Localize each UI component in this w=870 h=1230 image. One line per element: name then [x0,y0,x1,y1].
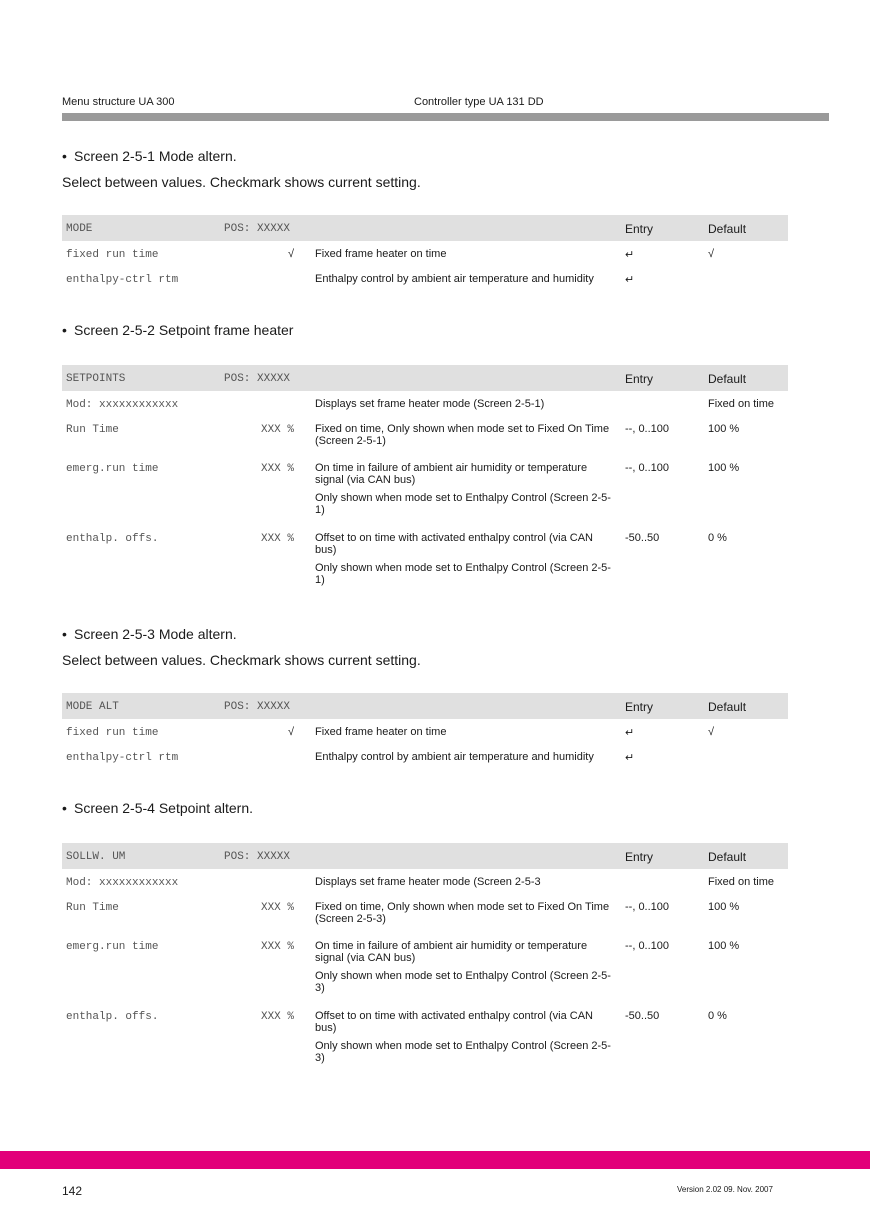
menu-table-mode-alt [62,693,788,769]
default-value: Fixed on time [708,876,775,888]
table-row [62,391,788,416]
table-row [62,416,788,455]
parameter-description: Enthalpy control by ambient air temperature and humidity [315,751,594,763]
table-row [62,266,788,291]
position-code: POS: XXXXX [224,701,291,713]
section-description: Select between values. Checkmark shows current setting. [62,652,421,668]
table-row [62,744,788,769]
footer-accent-bar [0,1151,870,1169]
description-line: Offset to on time with activated enthalpy control (via CAN bus) [315,532,593,556]
parameter-value: XXX % [260,1011,294,1023]
section-heading [62,322,293,338]
parameter-name: Run Time [66,424,119,436]
parameter-name: enthalpy-ctrl rtm [66,274,179,286]
bullet-icon: • [62,148,67,164]
section-heading [62,626,237,642]
section-title: Screen 2-5-3 Mode altern. [74,626,237,642]
column-header-entry: Entry [625,222,654,236]
table-row [62,933,788,1003]
screen-name: SOLLW. UM [66,851,126,863]
table-header [62,693,788,719]
bullet-icon: • [62,626,67,642]
default-value: 100 % [708,462,740,474]
screen-name: MODE [66,223,93,235]
parameter-description: Fixed frame heater on time [315,248,447,260]
menu-table-setpoints [62,365,788,595]
entry-range: -50..50 [625,1010,660,1022]
parameter-name: Mod: xxxxxxxxxxxx [66,399,179,411]
section-heading [62,800,253,816]
column-header-entry: Entry [625,850,654,864]
parameter-description [315,940,615,994]
section-description: Select between values. Checkmark shows current setting. [62,174,421,190]
column-header-default: Default [708,372,747,386]
page-number: 142 [62,1184,83,1198]
parameter-name: Run Time [66,902,119,914]
parameter-description: Enthalpy control by ambient air temperature and humidity [315,273,594,285]
parameter-description: Fixed on time, Only shown when mode set to Fixed On Time (Screen 2-5-3) [315,901,610,925]
header-controller-type: Controller type UA 131 DD [414,96,544,108]
default-value: 0 % [708,1010,727,1022]
parameter-name: fixed run time [66,727,159,739]
description-note: Only shown when mode set to Enthalpy Control (Screen 2-5-1) [315,492,611,516]
entry-range: --, 0..100 [625,423,670,435]
table-row [62,455,788,525]
table-header [62,843,788,869]
description-line: On time in failure of ambient air humidity or temperature signal (via CAN bus) [315,462,588,486]
enter-key-icon: ↵ [625,752,635,764]
column-header-entry: Entry [625,700,654,714]
parameter-name: emerg.run time [66,463,159,475]
bullet-icon: • [62,800,67,816]
section-title: Screen 2-5-1 Mode altern. [74,148,237,164]
table-row [62,719,788,744]
screen-name: SETPOINTS [66,373,126,385]
section-title: Screen 2-5-2 Setpoint frame heater [74,322,294,338]
enter-key-icon: ↵ [625,249,635,261]
parameter-name: enthalp. offs. [66,1011,159,1023]
position-code: POS: XXXXX [224,373,291,385]
parameter-description [315,532,615,586]
screen-name: MODE ALT [66,701,119,713]
entry-range: --, 0..100 [625,940,670,952]
parameter-name: enthalp. offs. [66,533,159,545]
parameter-description: Displays set frame heater mode (Screen 2-5-3 [315,876,541,888]
default-value: 0 % [708,532,727,544]
position-code: POS: XXXXX [224,851,291,863]
position-code: POS: XXXXX [224,223,291,235]
table-header [62,215,788,241]
checkmark: √ [287,248,294,260]
enter-key-icon: ↵ [625,727,635,739]
parameter-name: fixed run time [66,249,159,261]
parameter-description: Displays set frame heater mode (Screen 2-5-1) [315,398,545,410]
menu-table-setpoint-alt [62,843,788,1073]
description-note: Only shown when mode set to Enthalpy Control (Screen 2-5-1) [315,562,611,586]
table-row [62,525,788,595]
parameter-value: XXX % [260,902,294,914]
parameter-description: Fixed frame heater on time [315,726,447,738]
default-value: 100 % [708,940,740,952]
parameter-value: XXX % [260,941,294,953]
table-row [62,1003,788,1073]
section-title: Screen 2-5-4 Setpoint altern. [74,800,253,816]
entry-range: --, 0..100 [625,462,670,474]
parameter-name: emerg.run time [66,941,159,953]
parameter-description [315,1010,615,1064]
table-header [62,365,788,391]
description-note: Only shown when mode set to Enthalpy Control (Screen 2-5-3) [315,1040,611,1064]
column-header-entry: Entry [625,372,654,386]
section-heading [62,148,237,164]
description-line: Offset to on time with activated enthalpy control (via CAN bus) [315,1010,593,1034]
header-divider [62,113,829,121]
description-line: On time in failure of ambient air humidity or temperature signal (via CAN bus) [315,940,588,964]
default-value: √ [708,248,715,260]
column-header-default: Default [708,222,747,236]
entry-range: --, 0..100 [625,901,670,913]
default-value: √ [708,726,715,738]
checkmark: √ [287,726,294,738]
table-row [62,894,788,933]
parameter-name: enthalpy-ctrl rtm [66,752,179,764]
default-value: 100 % [708,423,740,435]
default-value: 100 % [708,901,740,913]
entry-range: -50..50 [625,532,660,544]
default-value: Fixed on time [708,398,775,410]
menu-table-mode [62,215,788,291]
column-header-default: Default [708,850,747,864]
version-info: Version 2.02 09. Nov. 2007 [677,1185,773,1194]
parameter-description [315,462,615,516]
table-row [62,241,788,266]
description-note: Only shown when mode set to Enthalpy Control (Screen 2-5-3) [315,970,611,994]
bullet-icon: • [62,322,67,338]
parameter-value: XXX % [260,533,294,545]
enter-key-icon: ↵ [625,274,635,286]
table-row [62,869,788,894]
parameter-value: XXX % [260,463,294,475]
parameter-description: Fixed on time, Only shown when mode set to Fixed On Time (Screen 2-5-1) [315,423,610,447]
parameter-value: XXX % [260,424,294,436]
column-header-default: Default [708,700,747,714]
header-document-title: Menu structure UA 300 [62,96,175,108]
parameter-name: Mod: xxxxxxxxxxxx [66,877,179,889]
